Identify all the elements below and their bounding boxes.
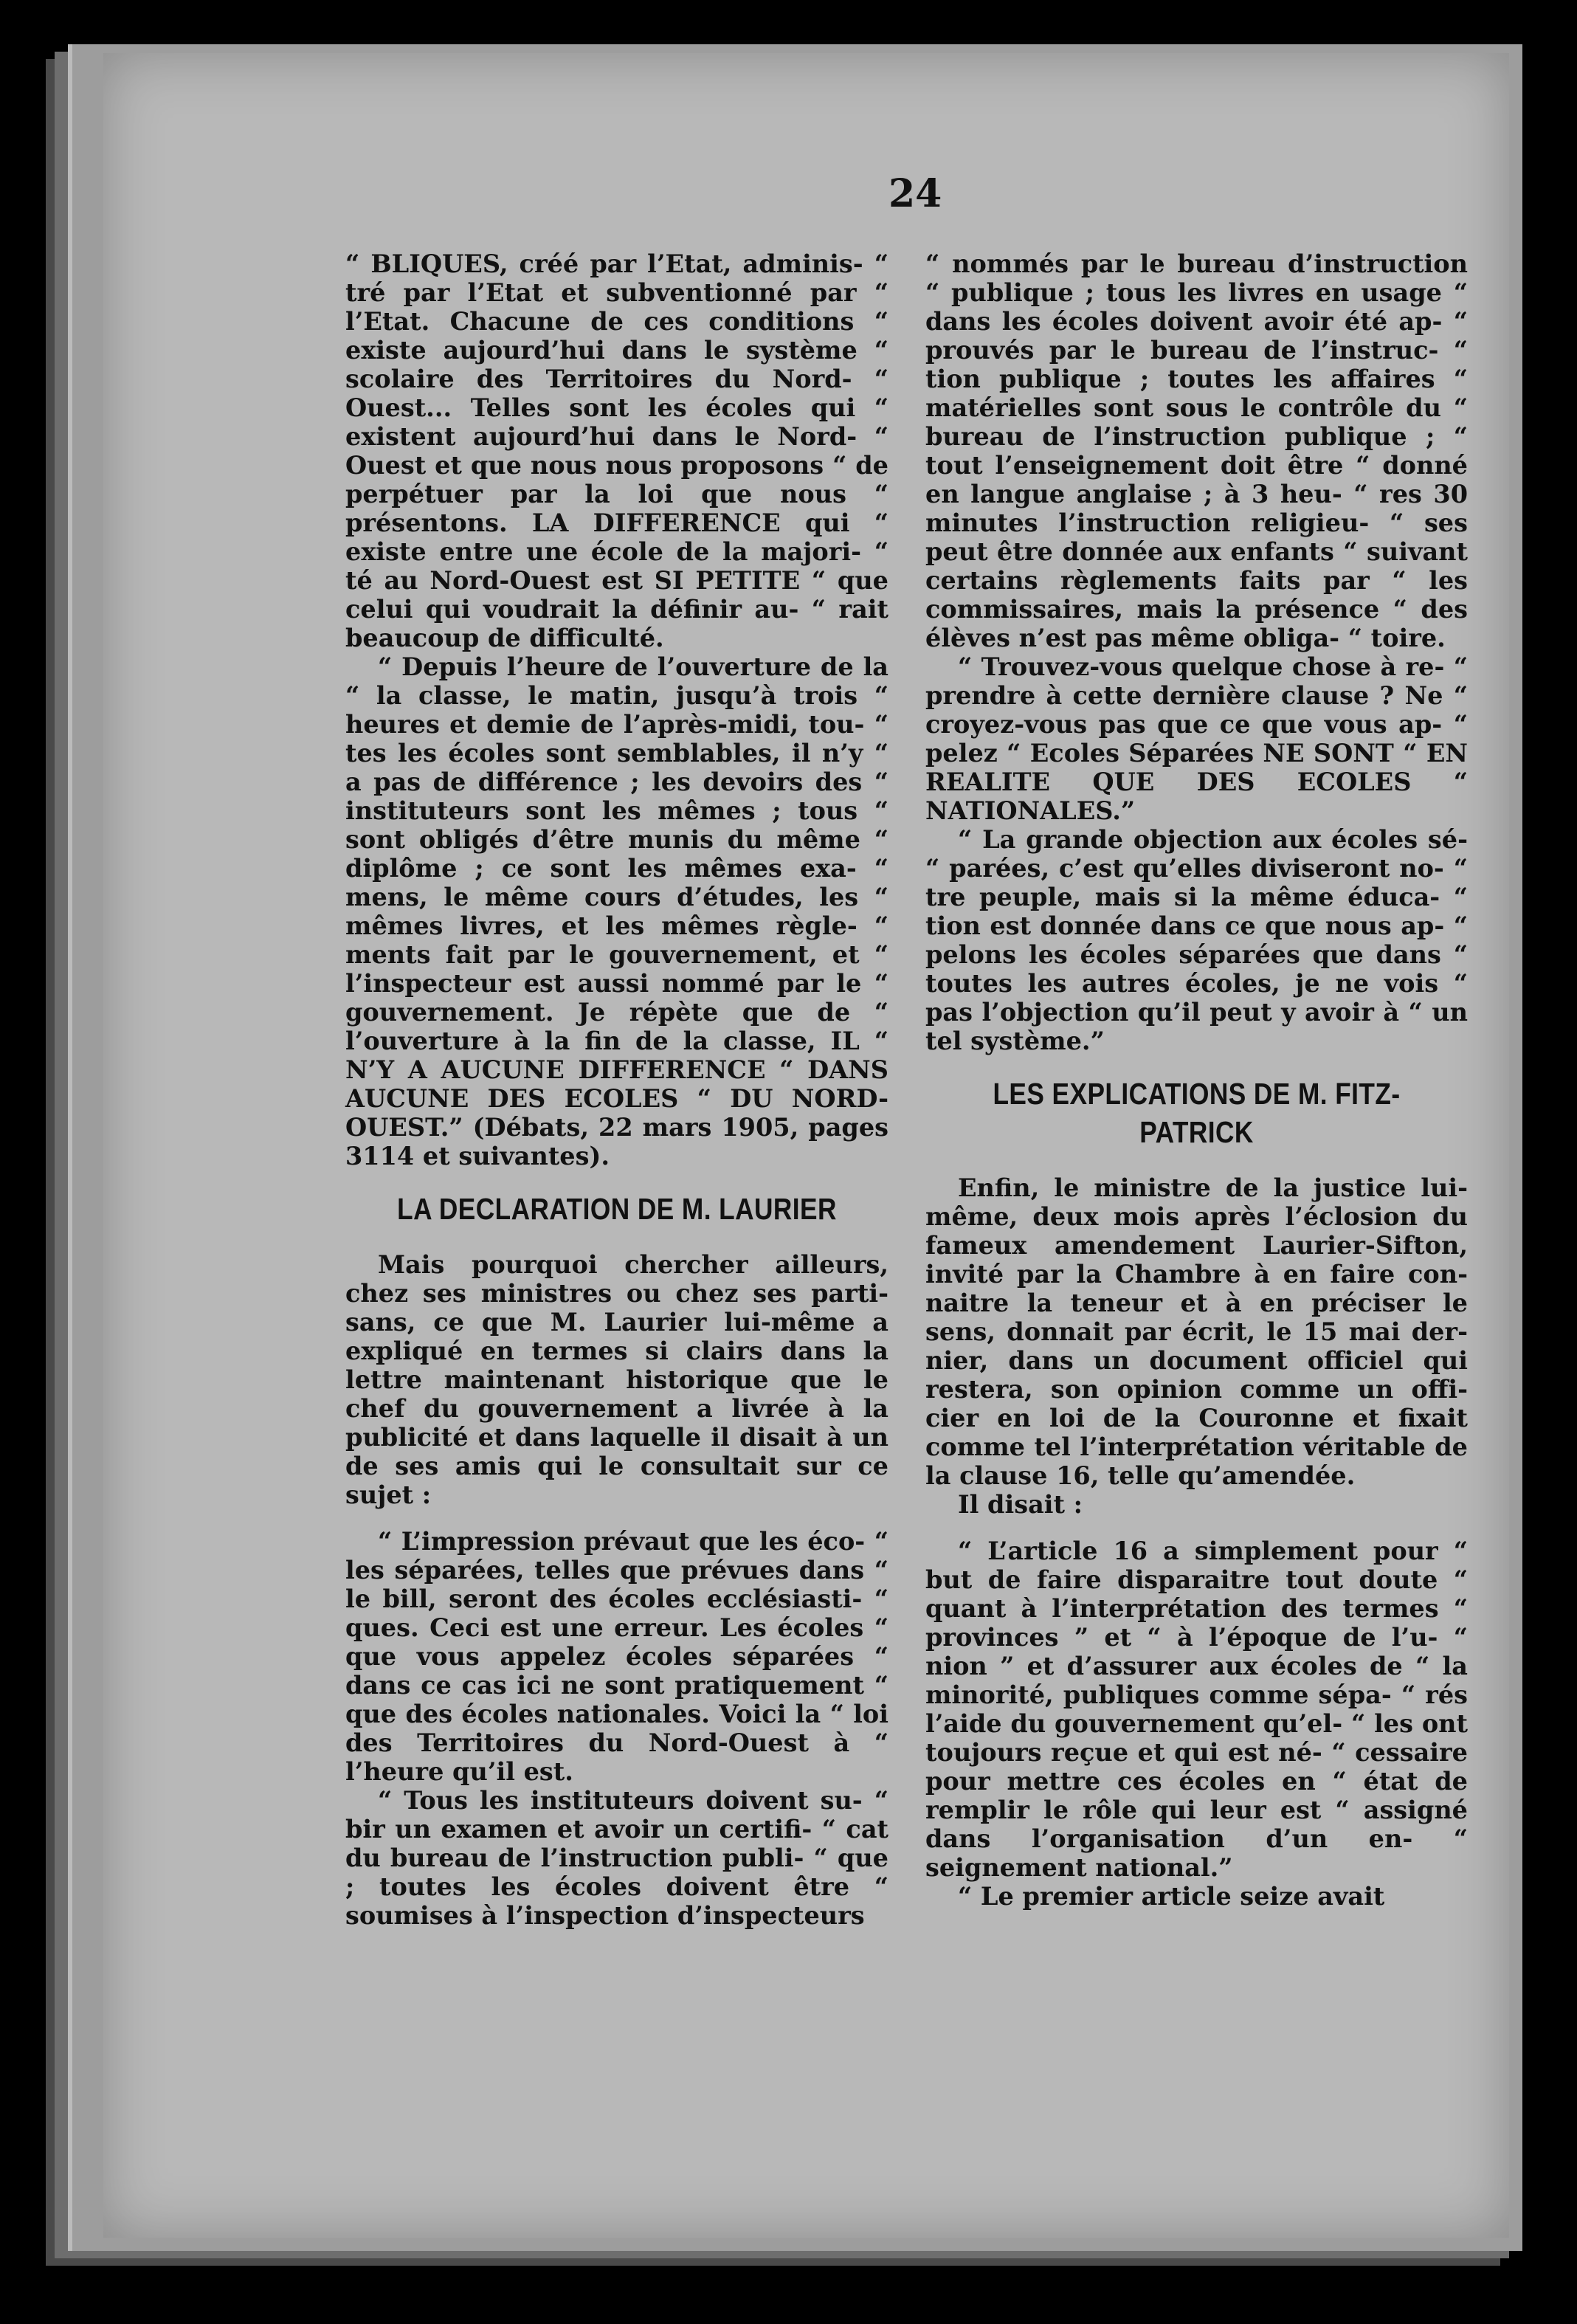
quote-paragraph: “ Trouvez-vous quelque chose à re- “ prendre à cette dernière clause ? Ne “ croyez-vous pas que ce que vous ap- “ pelez “ Ecoles Séparées NE SONT “ EN REALITE QUE DES ECOLES “ NATIONALES.” xyxy=(925,652,1468,825)
quote-paragraph: “ nommés par le bureau d’instruction “ publique ; tous les livres en usage “ dans les écoles doivent avoir été ap- “ prouvés par le bureau de l’instruc- “ tion publique ; toutes les affaires “ matérielles sont sous le contrôle du “ bureau de l’instruction publique ; “ tout l’enseignement doit être “ donné en langue anglaise ; à 3 heu- “ res 30 minutes l’instruction religieu- “ ses peut être donnée aux enfants “ suivant certains règlements faits par “ les commissaires, mais la présence “ des élèves n’est pas même obliga- “ toire. xyxy=(925,249,1468,652)
quote-paragraph: “ Tous les instituteurs doivent su- “ bir un examen et avoir un certifi- “ cat du bureau de l’instruction publi- “ que ; toutes les écoles doivent être “ soumises à l’inspection d’inspecteurs xyxy=(345,1786,888,1930)
left-column xyxy=(345,249,888,1930)
spacer xyxy=(925,1519,1468,1537)
quote-paragraph: “ L’article 16 a simplement pour “ but de faire disparaitre tout doute “ quant à l’interprétation des termes “ provinces ” et “ à l’époque de l’u- “ nion ” et d’assurer aux écoles de “ la minorité, publiques comme sépa- “ rés l’aide du gouvernement qu’el- “ les ont toujours reçue et qui est né- “ cessaire pour mettre ces écoles en “ état de remplir le rôle qui leur est “ assigné dans l’organisation d’un en- “ seignement national.” xyxy=(925,1537,1468,1882)
page-number: 24 xyxy=(888,171,942,216)
section-heading: LA DECLARATION DE M. LAURIER xyxy=(397,1192,837,1226)
section-heading: LES EXPLICATIONS DE M. FITZ- PATRICK xyxy=(993,1077,1401,1149)
quote-paragraph: “ Le premier article seize avait xyxy=(958,1882,1385,1911)
body-paragraph: Il disait : xyxy=(958,1490,1083,1519)
body-paragraph: Mais pourquoi chercher ailleurs, chez ses ministres ou chez ses parti- sans, ce que M. Laurier lui-même a expliqué en termes si clairs dans la lettre maintenant historique que le chef du gouvernement a livrée à la publicité et dans laquelle il disait à un de ses amis qui le consultait sur ce sujet : xyxy=(345,1250,888,1509)
right-column xyxy=(925,249,1468,1911)
spacer xyxy=(345,1509,888,1527)
quote-paragraph: “ BLIQUES, créé par l’Etat, adminis- “ tré par l’Etat et subventionné par “ l’Etat. Chacune de ces conditions “ existe aujourd’hui dans le système “ scolaire des Territoires du Nord- “ Ouest... Telles sont les écoles qui “ existent aujourd’hui dans le Nord- “ Ouest et que nous nous proposons “ de perpétuer par la loi que nous “ présentons. LA DIFFERENCE qui “ existe entre une école de la majori- “ té au Nord-Ouest est SI PETITE “ que celui qui voudrait la définir au- “ rait beaucoup de difficulté. xyxy=(345,249,888,652)
quote-paragraph: “ L’impression prévaut que les éco- “ les séparées, telles que prévues dans “ le bill, seront des écoles ecclésiasti- “ ques. Ceci est une erreur. Les écoles “ que vous appelez écoles séparées “ dans ce cas ici ne sont pratiquement “ que des écoles nationales. Voici la “ loi des Territoires du Nord-Ouest à “ l’heure qu’il est. xyxy=(345,1527,888,1786)
body-paragraph: Enfin, le ministre de la justice lui- même, deux mois après l’éclosion du fameux amendement Laurier-Sifton, invité par la Chambre à en faire con- naitre la teneur et à en préciser le sens, donnait par écrit, le 15 mai der- nier, dans un document officiel qui restera, son opinion comme un offi- cier en loi de la Couronne et fixait comme tel l’interprétation véritable de la clause 16, telle qu’amendée. xyxy=(925,1173,1468,1490)
quote-paragraph: “ La grande objection aux écoles sé- “ parées, c’est qu’elles diviseront no- “ tre peuple, mais si la même éduca- “ tion est donnée dans ce que nous ap- “ pelons les écoles séparées que dans “ toutes les autres écoles, je ne vois “ pas l’objection qu’il peut y avoir à “ un tel système.” xyxy=(925,825,1468,1055)
quote-paragraph: “ Depuis l’heure de l’ouverture de la “ la classe, le matin, jusqu’à trois “ heures et demie de l’après-midi, tou- “ tes les écoles sont semblables, il n’y “ a pas de différence ; les devoirs des “ instituteurs sont les mêmes ; tous “ sont obligés d’être munis du même “ diplôme ; ce sont les mêmes exa- “ mens, le même cours d’études, les “ mêmes livres, et les mêmes règle- “ ments fait par le gouvernement, et “ l’inspecteur est aussi nommé par le “ gouvernement. Je répète que de “ l’ouverture à la fin de la classe, IL “ N’Y A AUCUNE DIFFERENCE “ DANS AUCUNE DES ECOLES “ DU NORD-OUEST.” (Débats, 22 mars 1905, pages 3114 et suivantes). xyxy=(345,652,888,1170)
